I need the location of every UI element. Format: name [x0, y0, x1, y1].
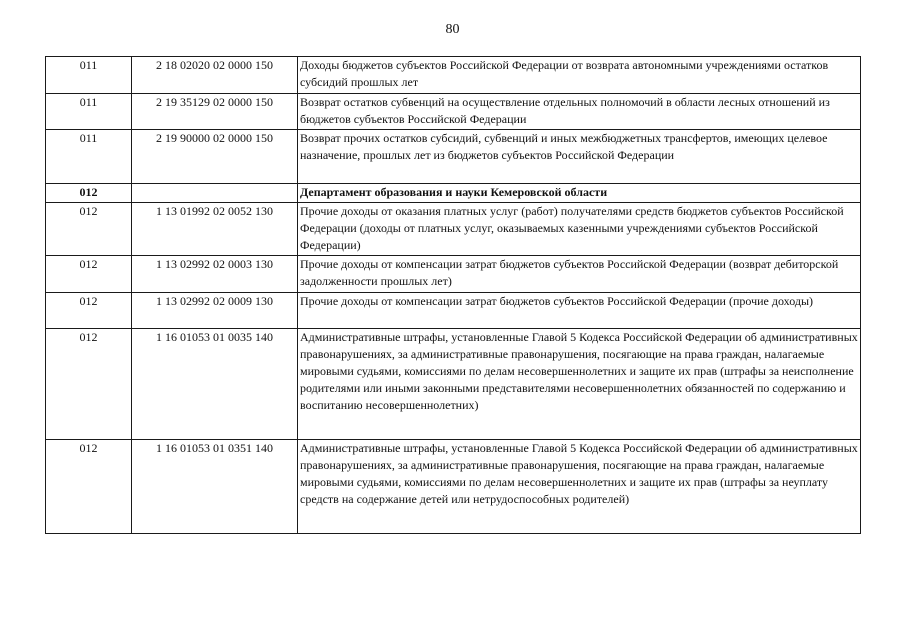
kbk-code-cell: 1 13 02992 02 0003 130: [132, 256, 298, 293]
kbk-code-cell: [132, 184, 298, 203]
revenue-name-cell: Административные штрафы, установленные Главой 5 Кодекса Российской Федерации об административных правонарушениях, за административные правонарушения, посягающие на права граждан, налагаемые мировыми судьями, комиссиями по делам несовершеннолетних и защите их прав (штрафы за неуплату средств на содержание детей или нетрудоспособных родителей): [298, 440, 861, 534]
table-row: [46, 203, 861, 256]
admin-code-cell: 012: [46, 184, 132, 203]
admin-code-cell: 011: [46, 94, 132, 130]
admin-code-cell: 012: [46, 293, 132, 329]
page-number: 80: [445, 22, 460, 37]
table-row: [46, 130, 861, 184]
revenue-name-cell: Возврат прочих остатков субсидий, субвенций и иных межбюджетных трансфертов, имеющих целевое назначение, прошлых лет из бюджетов субъектов Российской Федерации: [298, 130, 861, 184]
admin-code-cell: 012: [46, 440, 132, 534]
table-row: [46, 293, 861, 329]
kbk-code-cell: 1 13 02992 02 0009 130: [132, 293, 298, 329]
admin-code-cell: 012: [46, 256, 132, 293]
table-row: [46, 256, 861, 293]
kbk-code-cell: 1 13 01992 02 0052 130: [132, 203, 298, 256]
revenue-name-cell: Прочие доходы от компенсации затрат бюджетов субъектов Российской Федерации (прочие доходы): [298, 293, 861, 329]
kbk-code-cell: 2 18 02020 02 0000 150: [132, 57, 298, 94]
revenue-name-cell: Прочие доходы от оказания платных услуг (работ) получателями средств бюджетов субъектов Российской Федерации (доходы от платных услуг, оказываемых казенными учреждениями субъектов Российской Федерации): [298, 203, 861, 256]
admin-code-cell: 011: [46, 57, 132, 94]
table-row: [46, 57, 861, 94]
department-name-cell: Департамент образования и науки Кемеровской области: [298, 184, 861, 203]
admin-code-cell: 012: [46, 203, 132, 256]
admin-code-cell: 011: [46, 130, 132, 184]
table-row: [46, 329, 861, 440]
table-row: [46, 440, 861, 534]
admin-code-cell: 012: [46, 329, 132, 440]
kbk-code-cell: 2 19 90000 02 0000 150: [132, 130, 298, 184]
revenue-name-cell: Административные штрафы, установленные Главой 5 Кодекса Российской Федерации об административных правонарушениях, за административные правонарушения, посягающие на права граждан, налагаемые мировыми судьями, комиссиями по делам несовершеннолетних и защите их прав (штрафы за неисполнение родителями или иными законными представителями несовершеннолетних обязанностей по содержанию и воспитанию несовершеннолетних): [298, 329, 861, 440]
department-header-row: [46, 184, 861, 203]
budget-revenue-table: [45, 56, 861, 534]
revenue-name-cell: Прочие доходы от компенсации затрат бюджетов субъектов Российской Федерации (возврат дебиторской задолженности прошлых лет): [298, 256, 861, 293]
kbk-code-cell: 1 16 01053 01 0351 140: [132, 440, 298, 534]
kbk-code-cell: 1 16 01053 01 0035 140: [132, 329, 298, 440]
table-row: [46, 94, 861, 130]
revenue-name-cell: Доходы бюджетов субъектов Российской Федерации от возврата автономными учреждениями остатков субсидий прошлых лет: [298, 57, 861, 94]
revenue-name-cell: Возврат остатков субвенций на осуществление отдельных полномочий в области лесных отношений из бюджетов субъектов Российской Федерации: [298, 94, 861, 130]
kbk-code-cell: 2 19 35129 02 0000 150: [132, 94, 298, 130]
